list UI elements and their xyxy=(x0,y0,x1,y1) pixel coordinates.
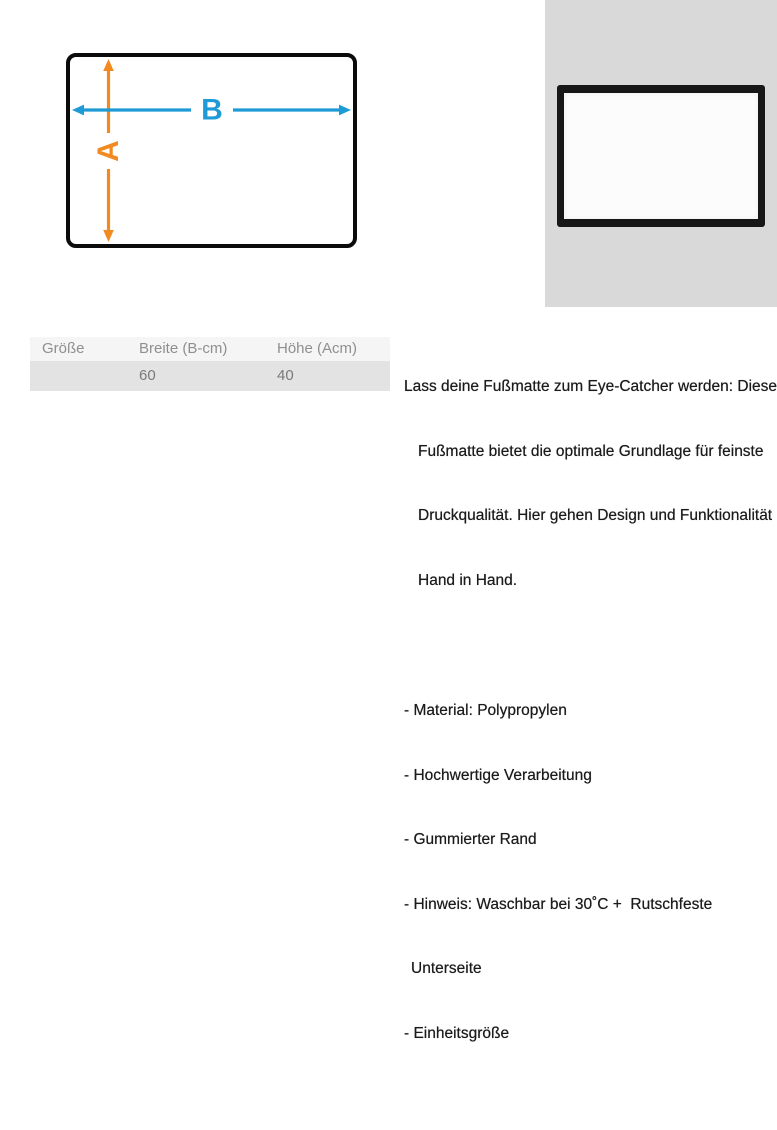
feature-item: - Hochwertige Verarbeitung xyxy=(404,766,592,784)
description-line: Druckqualität. Hier gehen Design und Funktionalität xyxy=(418,507,773,524)
feature-item: - Material: Polypropylen xyxy=(404,702,567,719)
doormat-image xyxy=(557,85,765,227)
width-arrowhead-right-icon xyxy=(339,105,351,116)
header-hoehe: Höhe (Acm) xyxy=(277,340,358,357)
cell-breite: 60 xyxy=(139,367,156,384)
description-line: Fußmatte bietet die optimale Grundlage für feinste xyxy=(418,442,764,460)
feature-item: - Einheitsgröße xyxy=(404,1024,510,1042)
dimension-diagram xyxy=(66,53,357,248)
feature-item-continuation: Unterseite xyxy=(411,960,482,977)
width-label: B xyxy=(201,93,223,127)
height-arrowhead-up-icon xyxy=(103,59,114,71)
description-line: Lass deine Fußmatte zum Eye-Catcher werden: Diese xyxy=(404,378,777,395)
feature-list xyxy=(404,657,777,1087)
feature-item: - Gummierter Rand xyxy=(404,831,537,848)
product-photo xyxy=(545,0,777,307)
height-label: A xyxy=(92,140,125,162)
height-arrowhead-down-icon xyxy=(103,230,114,242)
dimension-arrows xyxy=(70,57,353,244)
product-description xyxy=(404,333,777,1130)
doormat-print-surface xyxy=(564,93,758,219)
header-breite: Breite (B-cm) xyxy=(139,340,228,357)
size-table-data-row xyxy=(30,361,390,391)
width-arrowhead-left-icon xyxy=(72,105,84,116)
cell-hoehe: 40 xyxy=(277,367,294,384)
description-line: Hand in Hand. xyxy=(418,571,518,589)
size-table-header-row xyxy=(30,337,390,361)
header-groesse: Größe xyxy=(42,340,85,357)
feature-item: - Hinweis: Waschbar bei 30˚C + Rutschfeste xyxy=(404,895,713,913)
cell-groesse xyxy=(30,361,139,391)
size-table xyxy=(30,337,390,391)
